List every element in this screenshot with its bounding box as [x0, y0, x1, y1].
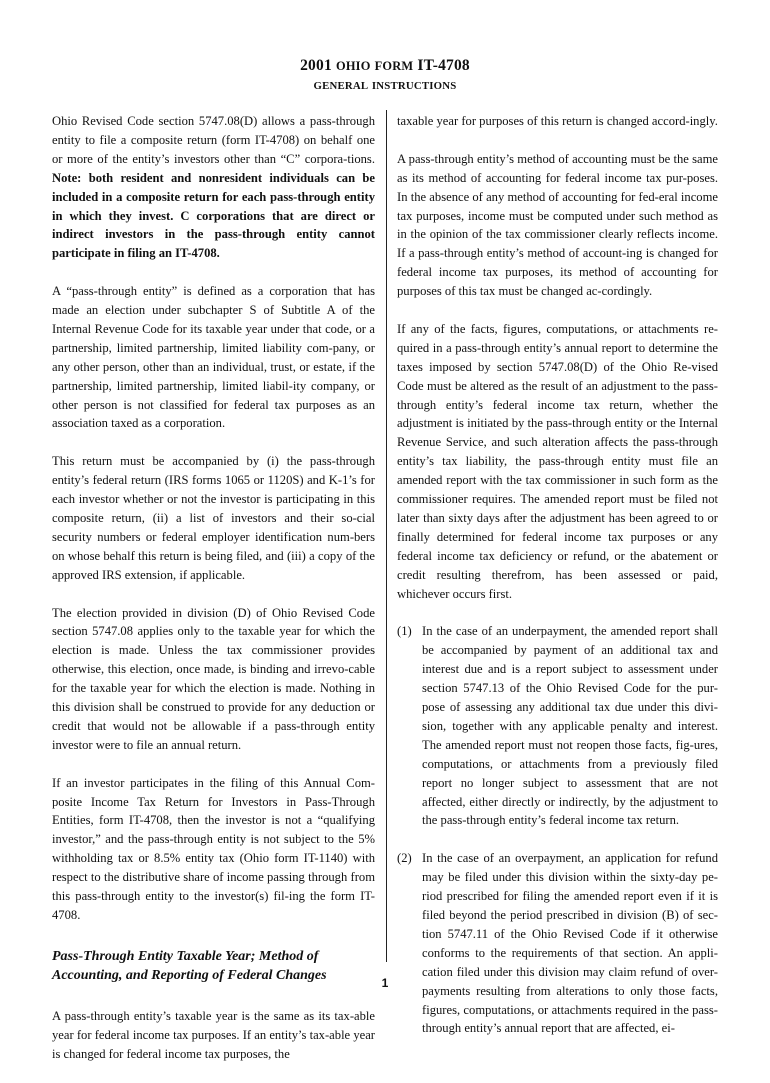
- paragraph-pass-through-definition: A “pass-through entity” is defined as a corporation that has made an election under subchapter S of Subtitle A of the Internal Revenue Code for its taxable year under that code, or a partnership, limited partnership, limited liability com-pany, or any other person, other than an individual, trust, or estate, if the partnership, limited partnership, limited liabil-ity company, or other person is not classified for federal tax purposes as an association taxed as a corporation.: [52, 284, 375, 431]
- subtitle-instructions: INSTRUCTIONS: [371, 80, 457, 92]
- page-number: 1: [381, 976, 389, 990]
- form-subtitle: [0, 77, 770, 93]
- section-heading: Pass-Through Entity Taxable Year; Method of Accounting, and Reporting of Federal Changes: [52, 948, 327, 983]
- list-item-text: In the case of an underpayment, the amended report shall be accompanied by payment of an additional tax and interest due and is a report subject to assessment under section 5747.13 of the Ohio Revised Code for the pur-pose of assessing any additional tax due under this divi-sion, together with any applicable penalty and interest. The amended report must not reopen those facts, fig-ures, computations, or attachments from a previously filed report no longer subject to assessment that are not affected, either directly or indirectly, by the adjustment to the pass-through entity’s federal income tax return.: [422, 624, 718, 828]
- paragraph-accounting-method: A pass-through entity’s method of accounting must be the same as its method of accounting for federal income tax pur-poses. In the absence of any method of accounting for fed-eral income tax purposes, income must be computed under such method as in the opinion of the tax commissioner clearly reflects income. If a pass-through entity’s method of account-ing is changed for federal income tax purposes, its method of accounting for purposes of this tax must be changed ac-cordingly.: [397, 151, 718, 299]
- paragraph-taxable-year-cont: taxable year for purposes of this return is changed accord-ingly.: [397, 114, 718, 128]
- composite-return-text: Ohio Revised Code section 5747.08(D) allows a pass-through entity to file a composite return (form IT-4708) on behalf one or more of the entity’s investors other than “C” corpora-tions.: [52, 114, 375, 166]
- list-item-text: In the case of an overpayment, an application for refund may be filed under this division within the sixty-day pe-riod prescribed for filing the amended report even if it is filed beyond the period prescribed in division (B) of sec-tion 5747.11 of the Ohio Revised Code if it otherwise conforms to the requirements of that section. An appli-cation filed under this division may claim refund of over-payments resulting from alterations to only those facts, figures, computations, or attachments required in the pass-through entity’s annual report that are affected, ei-: [422, 851, 718, 1036]
- paragraph-election: The election provided in division (D) of Ohio Revised Code section 5747.08 applies only to the taxable year for which the election is made. Unless the tax commissioner provides otherwise, this election, once made, is binding and irrevo-cable for the taxable year for which the election is made. Nothing in this division shall be construed to provide for any deduction or credit that would not be allowable if a pass-through entity investor were to file an annual return.: [52, 605, 375, 752]
- paragraph-composite-return: [52, 112, 375, 263]
- form-year: 2001: [300, 57, 332, 74]
- column-divider: [386, 110, 387, 962]
- paragraph-accompanying-documents: This return must be accompanied by (i) the pass-through entity’s federal return (IRS forms 1065 or 1120S) and K-1’s for each investor whether or not the investor is participating in this composite return, (ii) a list of investors and their so-cial security numbers or federal employer identification num-bers on whose behalf this return is being filed, and (iii) a copy of the approved IRS extension, if applicable.: [52, 454, 375, 582]
- right-column: [397, 112, 718, 1057]
- composite-return-note: Note: both resident and nonresident individuals can be included in a composite return for each pass-through entity in which they invest. C corporations that are direct or indirect investors in the pass-through entity cannot participate in filing an IT-4708.: [52, 170, 375, 261]
- list-item-number: (2): [397, 851, 412, 866]
- list-item-number: (1): [397, 624, 412, 639]
- paragraph-taxable-year: A pass-through entity’s taxable year is the same as its tax-able year for federal income tax purposes. If an entity’s tax-able year is changed for federal income tax purposes, the: [52, 1008, 375, 1061]
- paragraph-qualifying-investor: If an investor participates in the filing of this Annual Com-posite Income Tax Return for Investors in Pass-Through Entities, form IT-4708, then the investor is not a “qualifying investor,” and the pass-through entity is not subject to the 5% withholding tax or 8.5% entity tax (Ohio form IT-1140) with respect to the distributive share of income passing through from this pass-through entity to the investor(s) fil-ing the form IT-4708.: [52, 775, 375, 922]
- list-item-overpayment: [397, 849, 718, 1038]
- form-number: IT-4708: [417, 57, 470, 74]
- form-state: OHIO: [336, 59, 371, 73]
- paragraph-amended-report: If any of the facts, figures, computations, or attachments re-quired in a pass-through entity’s annual report to determine the taxes imposed by section 5747.08(D) of the Ohio Re-vised Code must be altered as the result of an adjustment to the pass-through entity’s federal income tax return, whether the adjustment is initiated by the pass-through entity or the Internal Revenue Service, and such alteration affects the pass-through entity’s tax liability, the pass-through entity must file an amended report with the tax commissioner in such form as the commissioner requires. The amended report must be filed not later than sixty days after the adjustment has been agreed to or finally determined for federal income tax purposes or any federal income tax deficiency or refund, or the abatement or credit resulting therefrom, has been assessed or paid, whichever occurs first.: [397, 321, 718, 601]
- list-item-underpayment: [397, 622, 718, 830]
- form-title: [0, 57, 770, 75]
- form-word: FORM: [374, 59, 414, 73]
- left-column: [52, 112, 375, 1083]
- subtitle-general: GENERAL: [313, 80, 369, 92]
